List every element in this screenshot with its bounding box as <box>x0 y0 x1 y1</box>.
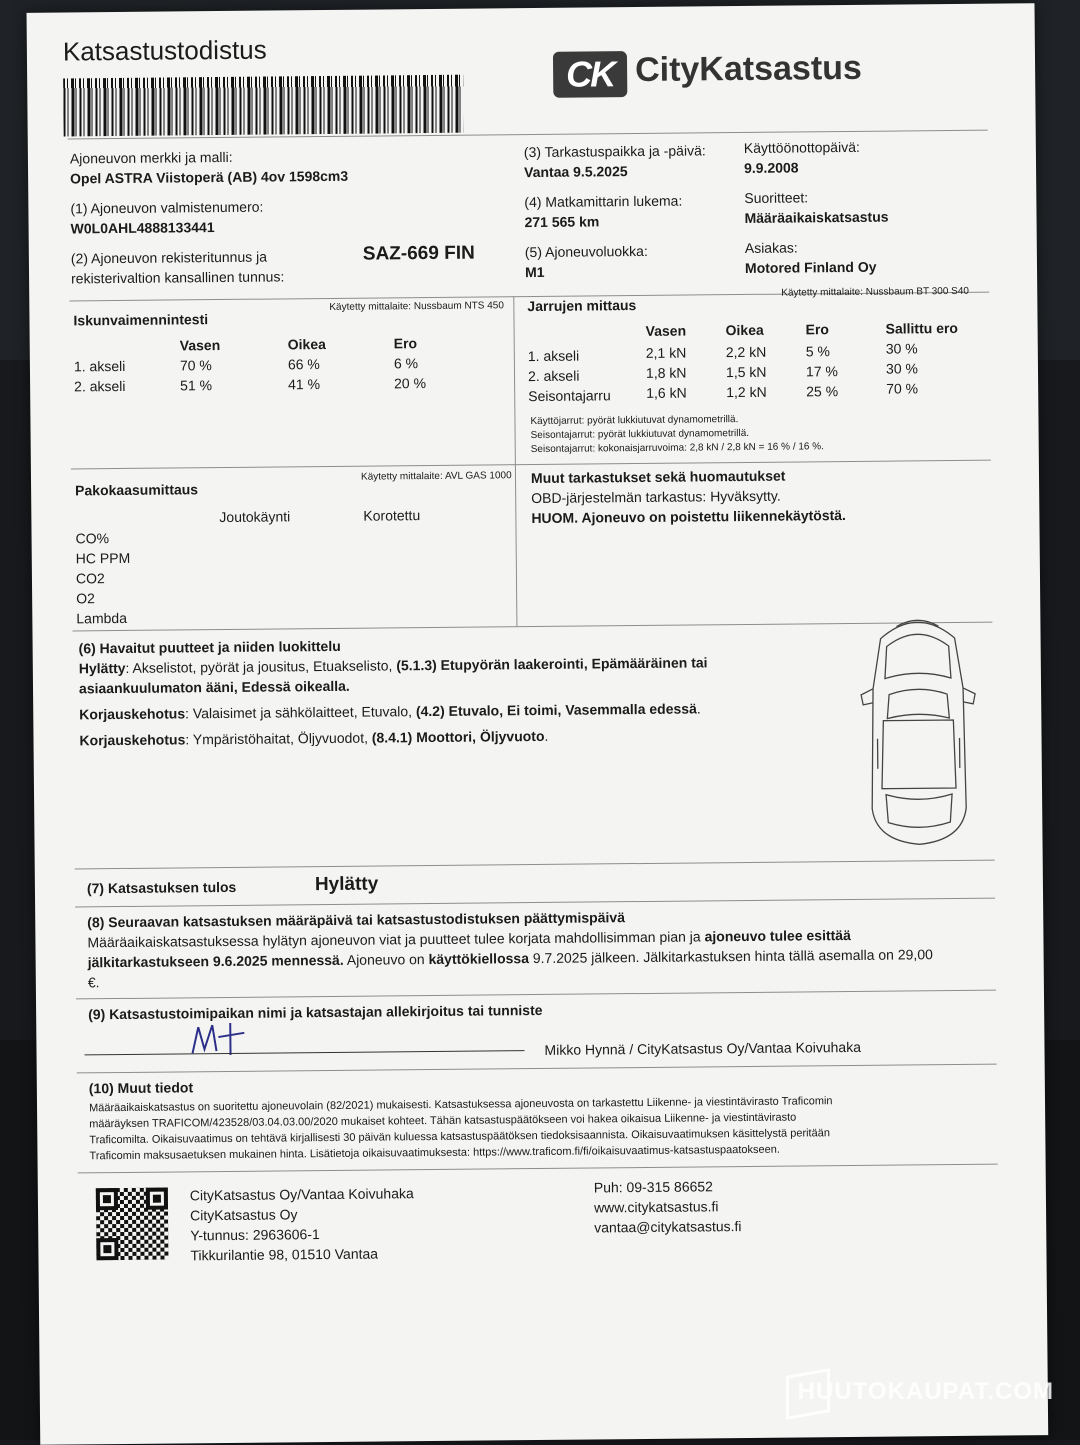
shock-cell: 20 % <box>394 375 427 392</box>
signature-title: (9) Katsastustoimipaikan nimi ja katsastajan allekirjoitus tai tunniste <box>88 1001 543 1023</box>
odo-value: 271 565 km <box>524 213 600 231</box>
brakes-cell: 25 % <box>806 383 839 400</box>
divider <box>71 460 991 470</box>
result-label: (7) Katsastuksen tulos <box>86 878 237 897</box>
shock-cell: 41 % <box>288 376 321 393</box>
divider <box>78 1164 998 1174</box>
misc-line: Traficomin maksusaetuksen mukainen hinta. Lisätietoja oikaisuvaatimuksesta: https://www.traficom.fi/fi/oikaisuvaatimus-katsastuspaatokseen. <box>89 1143 780 1163</box>
qr-code <box>96 1188 169 1261</box>
next-text: Ajoneuvo on <box>343 951 429 968</box>
next-emph: käyttökiellossa <box>428 950 530 968</box>
next-text: 9.7.2025 jälkeen. Jälkitarkastuksen hinta tällä asemalla on 29,00 <box>528 946 933 967</box>
footer-phone: Puh: 09-315 86652 <box>593 1178 714 1196</box>
defect-item <box>79 654 779 677</box>
misc-title: (10) Muut tiedot <box>88 1079 194 1097</box>
defect-item <box>79 699 799 722</box>
misc-line: Traficomilta. Oikaisuvaatimus on tehtävä kirjallisesti 30 päivän kuluessa katsastuspäätöksen tiedoksisaannista. Oikaisuvaatimuksen käsittelystä peritään <box>89 1127 830 1147</box>
footer-email: vantaa@citykatsastus.fi <box>594 1218 742 1236</box>
brakes-row-label: 1. akseli <box>527 347 580 365</box>
next-line <box>88 945 1008 970</box>
shock-cell: 51 % <box>180 377 213 394</box>
perf-value: Määräaikaiskatsastus <box>744 208 889 226</box>
brakes-note: Seisontajarrut: pyörät lukkiutuvat dynamometrillä. <box>530 427 750 442</box>
intro-value: 9.9.2008 <box>743 159 799 176</box>
other-title: Muut tarkastukset sekä huomautukset <box>530 467 786 487</box>
shock-cell: 70 % <box>179 357 212 374</box>
divider <box>75 860 995 870</box>
exhaust-header-raised: Korotettu <box>363 507 421 524</box>
brakes-note: Seisontajarrut: kokonaisjarruvoima: 2,8 kN / 2,8 kN = 16 % / 16 %. <box>530 441 824 456</box>
defect-class: Hylätty <box>78 659 126 677</box>
misc-line: määräyksen TRAFICOM/423528/03.04.03.00/2020 mukaiset kohteet. Tähän katsastuspäätökseen voi hakea oikaisua Liikenne- ja viestintävirasto <box>89 1111 797 1131</box>
defect-detail: (5.1.3) Etupyörän laakerointi, Epämääräinen tai <box>396 654 708 674</box>
exhaust-title: Pakokaasumittaus <box>75 481 199 499</box>
divider <box>76 990 996 1000</box>
brand-logo-name: CityKatsastus <box>634 48 863 90</box>
place-label: (3) Tarkastuspaikka ja -päivä: <box>523 142 706 161</box>
misc-line: Määräaikaiskatsastus on suoritettu ajoneuvolain (82/2021) mukaisesti. Katsastuksessa ajoneuvosta on tarkastettu Liikenne- ja viestintävirasto Traficomin <box>88 1095 833 1115</box>
next-emph: jälkitarkastukseen 9.6.2025 mennessä. <box>87 951 344 971</box>
footer-left-line: Tikkurilantie 98, 01510 Vantaa <box>190 1245 379 1264</box>
defect-item <box>79 725 799 748</box>
brakes-note: Käyttöjarrut: pyörät lukkiutuvat dynamometrillä. <box>530 414 739 428</box>
shock-title: Iskunvaimennintesti <box>73 311 209 329</box>
next-line-end: €. <box>87 974 100 991</box>
make-label: Ajoneuvon merkki ja malli: <box>69 148 233 167</box>
barcode <box>63 75 464 137</box>
reg-label-2: rekisterivaltion kansallinen tunnus: <box>70 268 285 287</box>
brakes-device: Käytetty mittalaite: Nussbaum BT 300 S40 <box>781 285 969 299</box>
class-value: M1 <box>524 263 545 281</box>
brakes-cell: 1,6 kN <box>646 384 687 401</box>
brakes-cell: 30 % <box>885 340 918 357</box>
defect-text: : Valaisimet ja sähkölaitteet, Etuvalo, <box>184 703 416 722</box>
divider <box>77 1064 997 1074</box>
brand-logo-mark: CK <box>553 51 627 98</box>
intro-label: Käyttöönottopäivä: <box>743 138 860 156</box>
defect-text: : Akselistot, pyörät ja jousitus, Etuakselisto, <box>125 657 397 676</box>
shock-row-label: 2. akseli <box>74 377 126 395</box>
exhaust-row: O2 <box>76 590 95 607</box>
vin-label: (1) Ajoneuvon valmistenumero: <box>70 198 264 217</box>
brakes-cell: 2,1 kN <box>645 344 687 361</box>
shock-device: Käytetty mittalaite: Nussbaum NTS 450 <box>329 300 504 313</box>
shock-cell: 6 % <box>393 355 419 372</box>
divider <box>75 898 995 908</box>
defect-detail-cont: asiaankuulumaton ääni, Edessä oikealla. <box>78 677 350 697</box>
exhaust-row: HC PPM <box>75 549 131 567</box>
signature-line <box>85 1050 525 1055</box>
next-text: Määräaikaiskatsastuksessa hylätyn ajoneuvon viat ja puutteet tulee korjata mahdollisimman pian ja <box>87 928 705 951</box>
shock-row-label: 1. akseli <box>73 357 126 375</box>
vin-value: W0L0AHL4888133441 <box>70 219 215 237</box>
footer-left-line: Y-tunnus: 2963606-1 <box>190 1226 320 1244</box>
brakes-header-diff: Ero <box>805 321 830 338</box>
defect-text: : Ympäristöhaitat, Öljyvuodot, <box>185 729 372 748</box>
brakes-cell: 1,2 kN <box>726 383 767 401</box>
brakes-cell: 30 % <box>885 360 918 377</box>
client-value: Motored Finland Oy <box>744 258 877 276</box>
inspection-certificate <box>27 3 1049 1445</box>
watermark-text: HUUTOKAUPAT.COM <box>797 1378 1054 1405</box>
brakes-header-allowed: Sallittu ero <box>885 319 959 337</box>
defect-class: Korjauskehotus <box>79 705 186 723</box>
reg-label-1: (2) Ajoneuvon rekisteritunnus ja <box>70 248 268 267</box>
other-note: HUOM. Ajoneuvo on poistettu liikennekäytöstä. <box>531 507 846 527</box>
defect-detail: (8.4.1) Moottori, Öljyvuoto <box>371 727 545 746</box>
divider-vertical <box>513 296 517 626</box>
result-value: Hylätty <box>314 873 379 896</box>
shock-cell: 66 % <box>287 356 320 373</box>
shock-header-diff: Ero <box>393 335 418 352</box>
footer-website: www.citykatsastus.fi <box>593 1198 719 1216</box>
brakes-header-left: Vasen <box>645 322 687 339</box>
defects-title: (6) Havaitut puutteet ja niiden luokittelu <box>78 637 341 657</box>
perf-label: Suoritteet: <box>744 189 809 206</box>
next-emph: ajoneuvo tulee esittää <box>704 926 851 945</box>
brakes-cell: 1,8 kN <box>645 364 687 381</box>
inspector-name: Mikko Hynnä / CityKatsastus Oy/Vantaa Koivuhaka <box>544 1038 862 1058</box>
brakes-cell: 1,5 kN <box>725 363 767 381</box>
doc-title: Katsastustodistus <box>62 34 267 67</box>
exhaust-device: Käytetty mittalaite: AVL GAS 1000 <box>360 470 512 483</box>
brakes-cell: 70 % <box>886 380 919 397</box>
defect-tail: . <box>696 700 701 717</box>
brakes-cell: 2,2 kN <box>725 343 767 361</box>
defect-detail: (4.2) Etuvalo, Ei toimi, Vasemmalla edessä <box>415 700 697 720</box>
reg-value: SAZ-669 FIN <box>362 242 475 265</box>
footer-left-line: CityKatsastus Oy <box>189 1206 298 1224</box>
shock-header-left: Vasen <box>179 337 221 354</box>
make-value: Opel ASTRA Viistoperä (AB) 4ov 1598cm3 <box>70 167 349 187</box>
brakes-header-right: Oikea <box>725 321 764 339</box>
brakes-cell: 5 % <box>805 343 831 360</box>
odo-label: (4) Matkamittarin lukema: <box>524 192 683 211</box>
other-obd: OBD-järjestelmän tarkastus: Hyväksytty. <box>531 487 781 507</box>
shock-header-right: Oikea <box>287 336 326 353</box>
defect-class: Korjauskehotus <box>79 731 186 749</box>
car-diagram-icon <box>852 608 984 849</box>
defect-tail: . <box>544 727 549 744</box>
exhaust-row: Lambda <box>76 609 128 627</box>
brakes-cell: 17 % <box>805 363 838 380</box>
place-value: Vantaa 9.5.2025 <box>523 163 628 181</box>
brakes-row-label: Seisontajarru <box>528 387 611 405</box>
brakes-row-label: 2. akseli <box>527 367 580 385</box>
exhaust-header-idle: Joutokäynti <box>219 508 291 526</box>
footer-left-line: CityKatsastus Oy/Vantaa Koivuhaka <box>189 1185 414 1204</box>
exhaust-row: CO% <box>75 530 110 547</box>
exhaust-row: CO2 <box>75 570 105 587</box>
class-label: (5) Ajoneuvoluokka: <box>524 242 648 261</box>
brakes-title: Jarrujen mittaus <box>527 297 637 315</box>
next-title: (8) Seuraavan katsastuksen määräpäivä tai katsastustodistuksen päättymispäivä <box>87 909 626 931</box>
client-label: Asiakas: <box>744 239 798 256</box>
